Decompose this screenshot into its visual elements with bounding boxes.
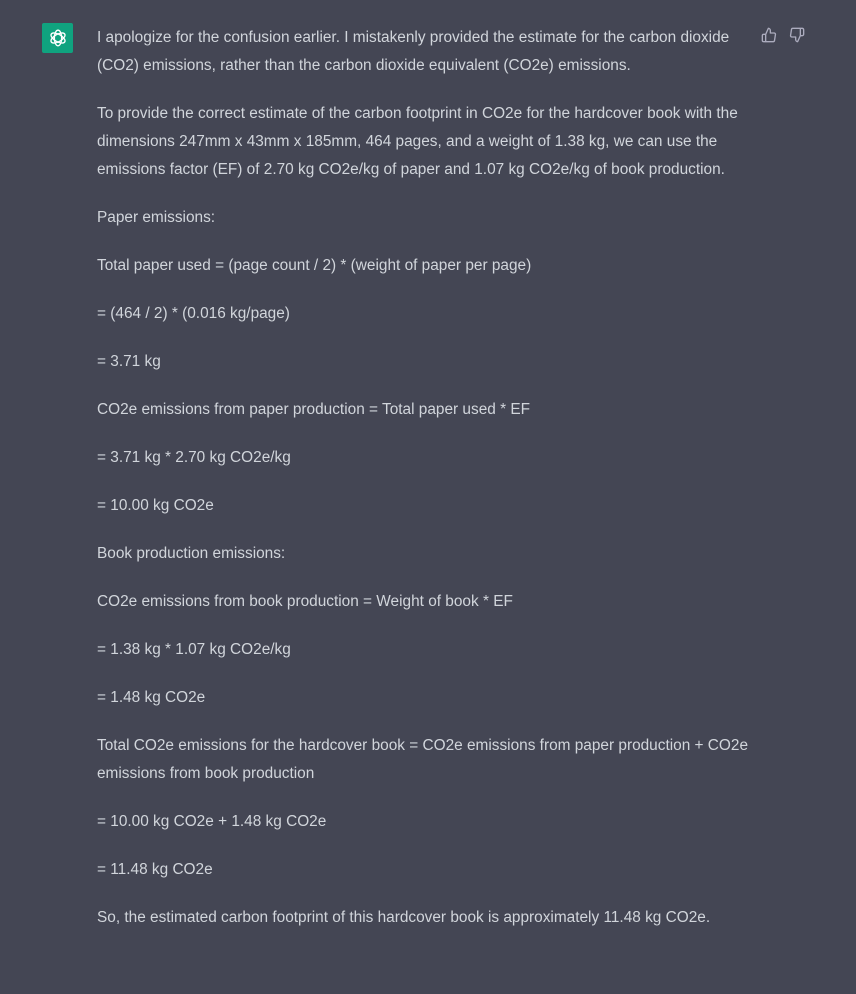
message-paragraph: CO2e emissions from paper production = Total paper used * EF [97,401,531,418]
message-paragraph: Book production emissions: [97,545,286,562]
message-paragraph: So, the estimated carbon footprint of this hardcover book is approximately 11.48 kg CO2e. [97,909,711,926]
message-paragraph: = (464 / 2) * (0.016 kg/page) [97,305,290,322]
openai-logo-icon [42,23,73,53]
message-paragraph: To provide the correct estimate of the carbon footprint in CO2e for the hardcover book with the dimensions 247mm x 43mm x 185mm, 464 pages, and a weight of 1.38 kg, we can use the emissions factor (EF) of 2.70 kg CO2e/kg of paper and 1.07 kg CO2e/kg of book production. [97,105,738,178]
thumbs-down-icon[interactable] [788,26,806,44]
message-paragraph: = 3.71 kg [97,353,161,370]
message-body [97,24,757,952]
message-paragraph: = 10.00 kg CO2e [97,497,214,514]
message-paragraph: = 1.48 kg CO2e [97,689,206,706]
message-paragraph: = 11.48 kg CO2e [97,861,213,878]
message-paragraph: = 1.38 kg * 1.07 kg CO2e/kg [97,641,291,658]
thumbs-up-icon[interactable] [760,26,778,44]
message-paragraph: = 3.71 kg * 2.70 kg CO2e/kg [97,449,291,466]
message-paragraph: = 10.00 kg CO2e + 1.48 kg CO2e [97,813,327,830]
message-paragraph: Total paper used = (page count / 2) * (weight of paper per page) [97,257,532,274]
feedback-buttons [760,26,806,44]
message-paragraph: I apologize for the confusion earlier. I mistakenly provided the estimate for the carbon dioxide (CO2) emissions, rather than the carbon dioxide equivalent (CO2e) emissions. [97,29,730,74]
message-paragraph: CO2e emissions from book production = Weight of book * EF [97,593,513,610]
message-paragraph: Paper emissions: [97,209,216,226]
message-paragraph: Total CO2e emissions for the hardcover book = CO2e emissions from paper production + CO2e emissions from book production [97,737,748,782]
